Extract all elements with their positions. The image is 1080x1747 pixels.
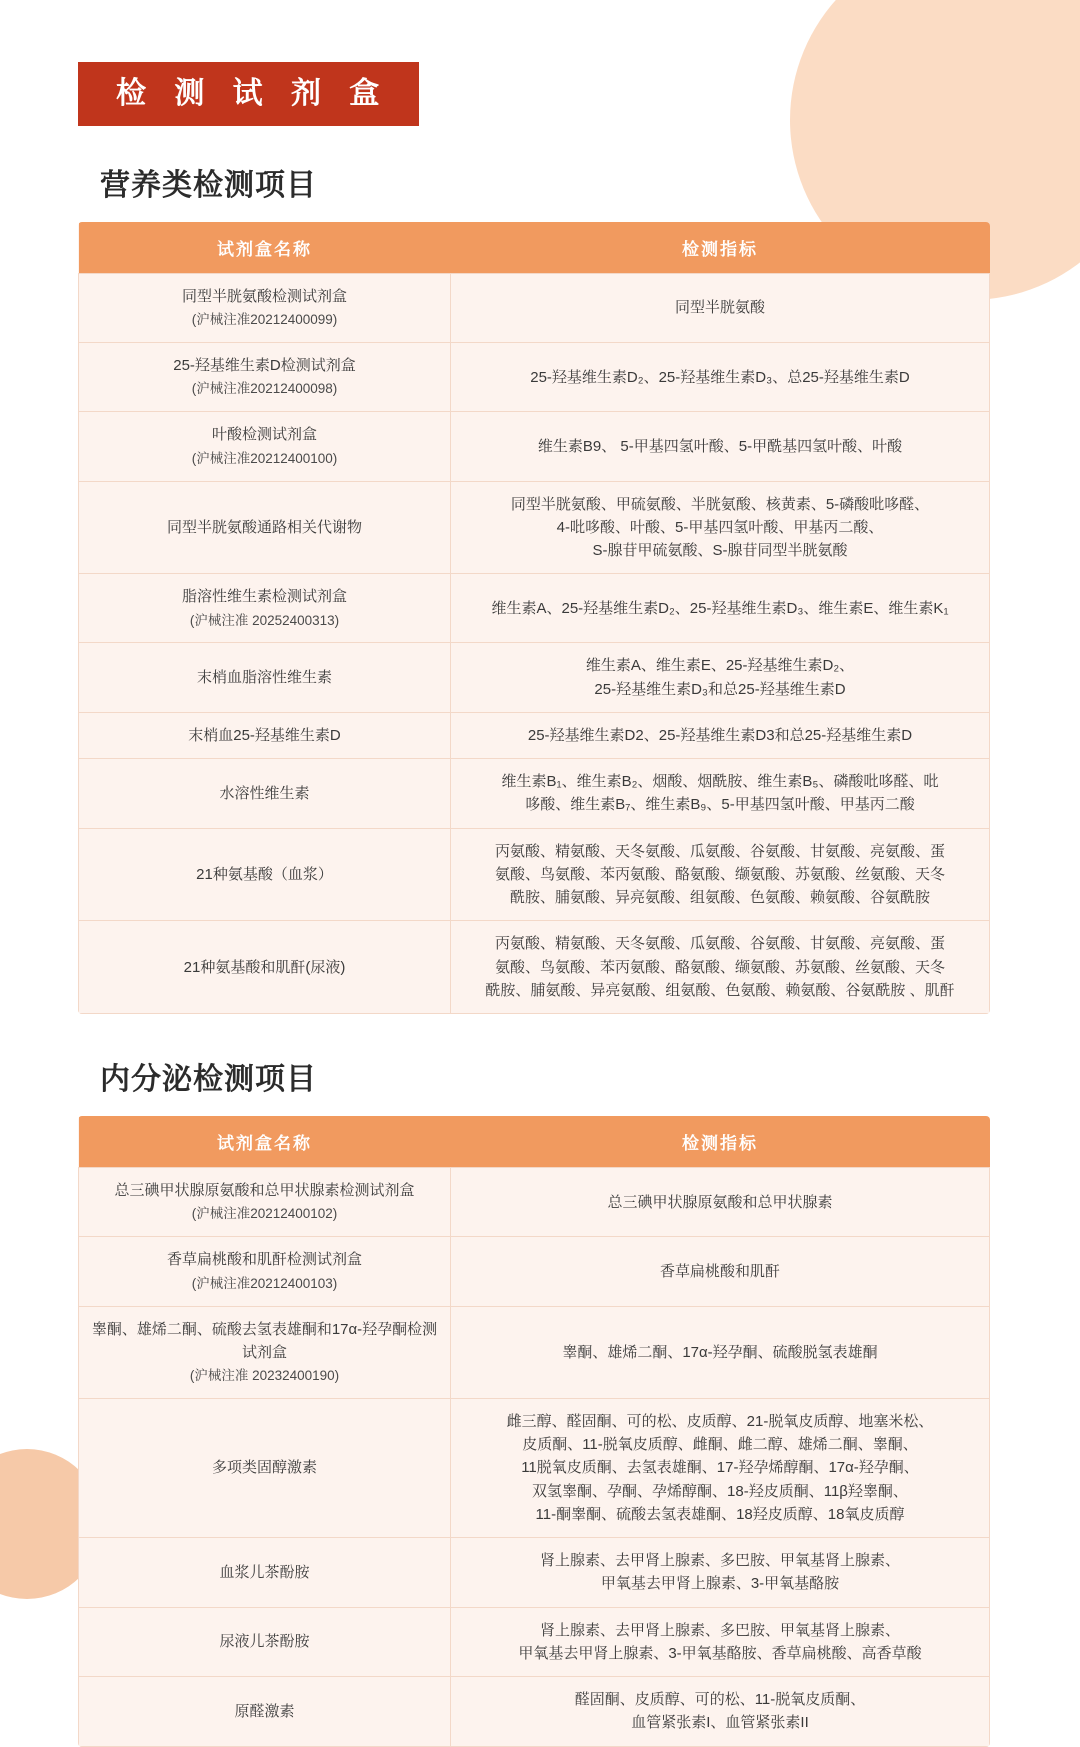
cell-target-list: 总三碘甲状腺原氨酸和总甲状腺素 bbox=[451, 1168, 990, 1237]
kit-name-text: 25-羟基维生素D检测试剂盒 bbox=[173, 357, 356, 375]
cell-target-list: 维生素A、维生素E、25-羟基维生素D₂、 25-羟基维生素D₃和总25-羟基维生素D bbox=[451, 643, 990, 713]
cell-target-list: 维生素B₁、维生素B₂、烟酸、烟酰胺、维生素B₅、磷酸吡哆醛、吡 哆酸、维生素B₇、维生素B₉、5-甲基四氢叶酸、甲基丙二酸 bbox=[451, 759, 990, 829]
table-row bbox=[79, 1306, 990, 1398]
cell-kit-name bbox=[79, 1306, 451, 1398]
kit-name-text: 同型半胱氨酸检测试剂盒 bbox=[181, 288, 347, 305]
cell-kit-name bbox=[79, 481, 451, 574]
table-row bbox=[79, 1237, 990, 1306]
cell-kit-name bbox=[79, 828, 451, 921]
column-header-target: 检测指标 bbox=[451, 1116, 990, 1168]
cell-kit-name bbox=[79, 921, 451, 1014]
table-row bbox=[79, 1677, 990, 1747]
cell-kit-name bbox=[79, 1538, 451, 1608]
cell-target-list: 睾酮、雄烯二酮、17α-羟孕酮、硫酸脱氢表雄酮 bbox=[451, 1306, 990, 1398]
section-title-nutrition: 营养类检测项目 bbox=[100, 169, 317, 202]
table-row bbox=[79, 574, 990, 643]
cell-target-list: 同型半胱氨酸 bbox=[451, 274, 990, 343]
kit-name-text: 尿液儿茶酚胺 bbox=[219, 1633, 310, 1651]
table-row bbox=[79, 712, 990, 758]
cell-kit-name bbox=[79, 1237, 451, 1306]
kit-name-text: 21种氨基酸（血浆） bbox=[196, 865, 333, 883]
cell-kit-name bbox=[79, 1398, 451, 1537]
endocrine-table bbox=[78, 1116, 990, 1747]
kit-name-text: 水溶性维生素 bbox=[219, 784, 310, 802]
cell-target-list: 肾上腺素、去甲肾上腺素、多巴胺、甲氧基肾上腺素、 甲氧基去甲肾上腺素、3-甲氧基酪胺、香草扁桃酸、高香草酸 bbox=[451, 1607, 990, 1677]
column-header-target: 检测指标 bbox=[451, 222, 990, 274]
column-header-kit-name: 试剂盒名称 bbox=[79, 1116, 451, 1168]
kit-registration-number: (沪械注准20212400102) bbox=[191, 1206, 338, 1222]
nutrition-table bbox=[78, 222, 990, 1014]
cell-kit-name bbox=[79, 1677, 451, 1747]
cell-kit-name bbox=[79, 274, 451, 343]
cell-kit-name bbox=[79, 712, 451, 758]
cell-target-list: 同型半胱氨酸、甲硫氨酸、半胱氨酸、核黄素、5-磷酸吡哆醛、 4-吡哆酸、叶酸、5-甲基四氢叶酸、甲基丙二酸、 S-腺苷甲硫氨酸、S-腺苷同型半胱氨酸 bbox=[451, 481, 990, 574]
cell-target-list: 肾上腺素、去甲肾上腺素、多巴胺、甲氧基肾上腺素、 甲氧基去甲肾上腺素、3-甲氧基酪胺 bbox=[451, 1538, 990, 1608]
kit-name-text: 同型半胱氨酸通路相关代谢物 bbox=[166, 518, 362, 536]
cell-kit-name bbox=[79, 643, 451, 713]
kit-name-text: 21种氨基酸和肌酐(尿液) bbox=[183, 958, 346, 976]
kit-name-text: 脂溶性维生素检测试剂盒 bbox=[181, 588, 347, 606]
kit-name-text: 末梢血脂溶性维生素 bbox=[196, 669, 332, 687]
cell-target-list: 醛固酮、皮质醇、可的松、11-脱氧皮质酮、 血管紧张素I、血管紧张素II bbox=[451, 1677, 990, 1747]
kit-registration-number: (沪械注准20212400099) bbox=[191, 312, 338, 328]
table-row bbox=[79, 412, 990, 481]
kit-name-text: 多项类固醇激素 bbox=[211, 1459, 317, 1477]
kit-name-text: 末梢血25-羟基维生素D bbox=[188, 726, 341, 744]
section-endocrine bbox=[78, 1054, 1002, 1747]
table-row bbox=[79, 643, 990, 713]
nutrition-table-body bbox=[79, 274, 990, 1014]
cell-kit-name bbox=[79, 574, 451, 643]
section-nutrition bbox=[78, 160, 1002, 1014]
column-header-kit-name: 试剂盒名称 bbox=[79, 222, 451, 274]
table-header-row bbox=[79, 222, 990, 274]
page-title-banner: 检 测 试 剂 盒 bbox=[78, 62, 419, 126]
kit-name-text: 血浆儿茶酚胺 bbox=[219, 1563, 310, 1581]
kit-registration-number: (沪械注准 20252400313) bbox=[189, 612, 340, 628]
cell-target-list: 丙氨酸、精氨酸、天冬氨酸、瓜氨酸、谷氨酸、甘氨酸、亮氨酸、蛋 氨酸、鸟氨酸、苯丙氨酸、酪氨酸、缬氨酸、苏氨酸、丝氨酸、天冬 酰胺、脯氨酸、异亮氨酸、组氨酸、色氨酸、赖氨酸、谷氨酰胺 、肌酐 bbox=[451, 921, 990, 1014]
table-header-row bbox=[79, 1116, 990, 1168]
table-row bbox=[79, 274, 990, 343]
kit-name-text: 总三碘甲状腺原氨酸和总甲状腺素检测试剂盒 bbox=[114, 1182, 415, 1200]
cell-kit-name bbox=[79, 1607, 451, 1677]
kit-registration-number: (沪械注准 20232400190) bbox=[189, 1368, 340, 1384]
cell-target-list: 25-羟基维生素D2、25-羟基维生素D3和总25-羟基维生素D bbox=[451, 712, 990, 758]
kit-registration-number: (沪械注准20212400100) bbox=[191, 450, 338, 466]
cell-target-list: 香草扁桃酸和肌酐 bbox=[451, 1237, 990, 1306]
cell-kit-name bbox=[79, 759, 451, 829]
table-row bbox=[79, 481, 990, 574]
endocrine-table-head bbox=[79, 1116, 990, 1168]
table-row bbox=[79, 1538, 990, 1608]
endocrine-table-body bbox=[79, 1168, 990, 1747]
kit-name-text: 香草扁桃酸和肌酐检测试剂盒 bbox=[166, 1251, 362, 1269]
table-row bbox=[79, 343, 990, 412]
cell-target-list: 维生素B9、 5-甲基四氢叶酸、5-甲酰基四氢叶酸、叶酸 bbox=[451, 412, 990, 481]
section-title-endocrine: 内分泌检测项目 bbox=[100, 1063, 317, 1097]
cell-target-list: 25-羟基维生素D₂、25-羟基维生素D₃、总25-羟基维生素D bbox=[451, 343, 990, 412]
nutrition-table-head bbox=[79, 222, 990, 274]
table-row bbox=[79, 1398, 990, 1537]
table-row bbox=[79, 1607, 990, 1677]
table-row bbox=[79, 759, 990, 829]
cell-target-list: 丙氨酸、精氨酸、天冬氨酸、瓜氨酸、谷氨酸、甘氨酸、亮氨酸、蛋 氨酸、鸟氨酸、苯丙氨酸、酪氨酸、缬氨酸、苏氨酸、丝氨酸、天冬 酰胺、脯氨酸、异亮氨酸、组氨酸、色氨酸、赖氨酸、谷氨酰胺 bbox=[451, 828, 990, 921]
kit-name-text: 睾酮、雄烯二酮、硫酸去氢表雄酮和17α-羟孕酮检测试剂盒 bbox=[91, 1320, 438, 1361]
cell-target-list: 雌三醇、醛固酮、可的松、皮质醇、21-脱氧皮质醇、地塞米松、 皮质酮、11-脱氧皮质醇、雌酮、雌二醇、雄烯二酮、睾酮、 11脱氧皮质酮、去氢表雄酮、17-羟孕烯醇酮、17α-羟孕酮、 双氢睾酮、孕酮、孕烯醇酮、18-羟皮质酮、11β羟睾酮、 11-酮睾酮、硫酸去氢表雄酮、18羟皮质醇、18氧皮质醇 bbox=[451, 1398, 990, 1537]
kit-name-text: 叶酸检测试剂盒 bbox=[211, 426, 317, 444]
cell-target-list: 维生素A、25-羟基维生素D₂、25-羟基维生素D₃、维生素E、维生素K₁ bbox=[451, 574, 990, 643]
cell-kit-name bbox=[79, 412, 451, 481]
cell-kit-name bbox=[79, 1168, 451, 1237]
kit-name-text: 原醛激素 bbox=[234, 1702, 295, 1720]
cell-kit-name bbox=[79, 343, 451, 412]
kit-registration-number: (沪械注准20212400098) bbox=[191, 381, 338, 397]
kit-registration-number: (沪械注准20212400103) bbox=[191, 1275, 338, 1291]
table-row bbox=[79, 828, 990, 921]
table-row bbox=[79, 1168, 990, 1237]
table-row bbox=[79, 921, 990, 1014]
